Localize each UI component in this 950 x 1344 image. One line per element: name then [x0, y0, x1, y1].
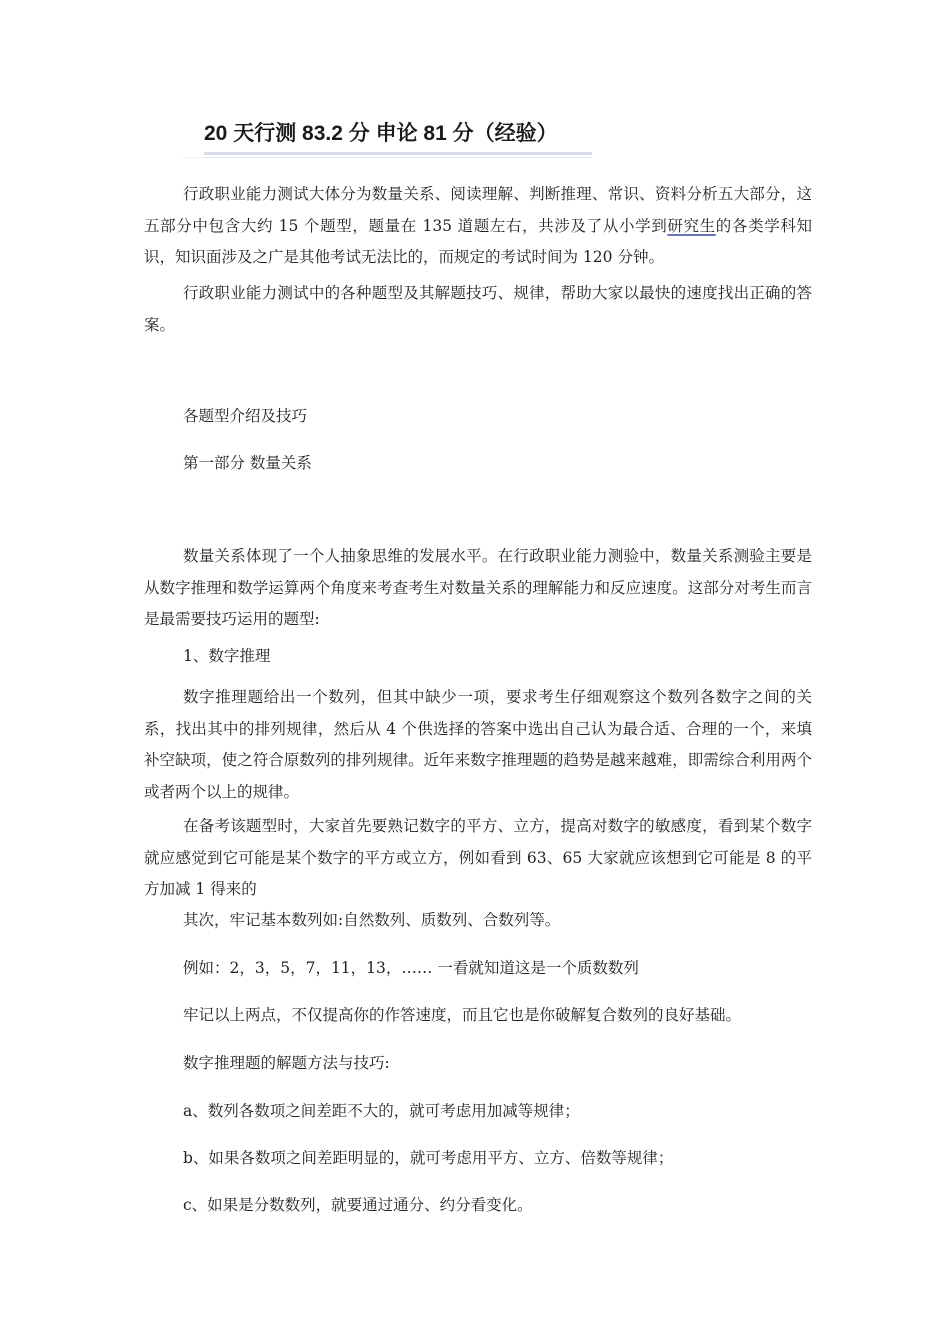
intro-paragraph-1 — [144, 179, 812, 274]
method-c-line: c、如果是分数数列，就要通过通分、约分看变化。 — [183, 1196, 533, 1214]
preparation-paragraph: 在备考该题型时，大家首先要熟记数字的平方、立方，提高对数字的敏感度，看到某个数字就应感觉到它可能是某个数字的平方或立方，例如看到 63、65 大家就应该想到它可能是 8 的平方加减 1 得来的 — [144, 817, 812, 898]
remember-points-line: 牢记以上两点，不仅提高你的作答速度，而且它也是你破解复合数列的良好基础。 — [183, 1006, 742, 1024]
title-block — [182, 112, 592, 158]
title-underline — [204, 152, 592, 155]
number-reasoning-paragraph: 数字推理题给出一个数列，但其中缺少一项，要求考生仔细观察这个数列各数字之间的关系，找出其中的排列规律，然后从 4 个供选择的答案中选出自己认为最合适、合理的一个，来填补空缺项，使之符合原数列的排列规律。近年来数字推理题的趋势是越来越难，即需综合利用两个或者两个以上的规律。 — [144, 688, 812, 801]
intro-text-before-link: 行政职业能力测试大体分为数量关系、阅读理解、判断推理、常识、资料分析五大部分，这五部分中包含大约 15 个题型，题量在 135 道题左右，共涉及了从小学到 — [144, 185, 812, 235]
title-divider-left — [182, 157, 204, 158]
prime-example-line: 例如：2，3，5，7，11，13，…… 一看就知道这是一个质数数列 — [183, 959, 639, 977]
intro-paragraph-2: 行政职业能力测试中的各种题型及其解题技巧、规律，帮助大家以最快的速度找出正确的答案。 — [144, 284, 812, 334]
page-title: 20 天行测 83.2 分 申论 81 分（经验） — [204, 122, 558, 145]
list-item-number-reasoning: 1、数字推理 — [183, 647, 271, 665]
method-b-line: b、如果各数项之间差距明显的，就可考虑用平方、立方、倍数等规律； — [183, 1149, 674, 1167]
part-heading: 第一部分 数量关系 — [183, 454, 312, 472]
link-graduate-student[interactable]: 研究生 — [667, 216, 716, 235]
methods-heading-line: 数字推理题的解题方法与技巧: — [183, 1054, 390, 1072]
section-heading: 各题型介绍及技巧 — [183, 407, 308, 425]
quant-intro-paragraph: 数量关系体现了一个人抽象思维的发展水平。在行政职业能力测验中，数量关系测验主要是从数字推理和数学运算两个角度来考查考生对数量关系的理解能力和反应速度。这部分对考生而言是最需要技巧运用的题型: — [144, 547, 812, 628]
basic-sequences-line: 其次，牢记基本数列如:自然数列、质数列、合数列等。 — [183, 911, 561, 929]
intro-text-after-link: 的各类学科知识，知识面涉及之广是其他考试无法比的，而规定的考试时间为 120 分钟。 — [144, 216, 812, 266]
method-a-line: a、数列各数项之间差距不大的，就可考虑用加减等规律； — [183, 1102, 580, 1120]
